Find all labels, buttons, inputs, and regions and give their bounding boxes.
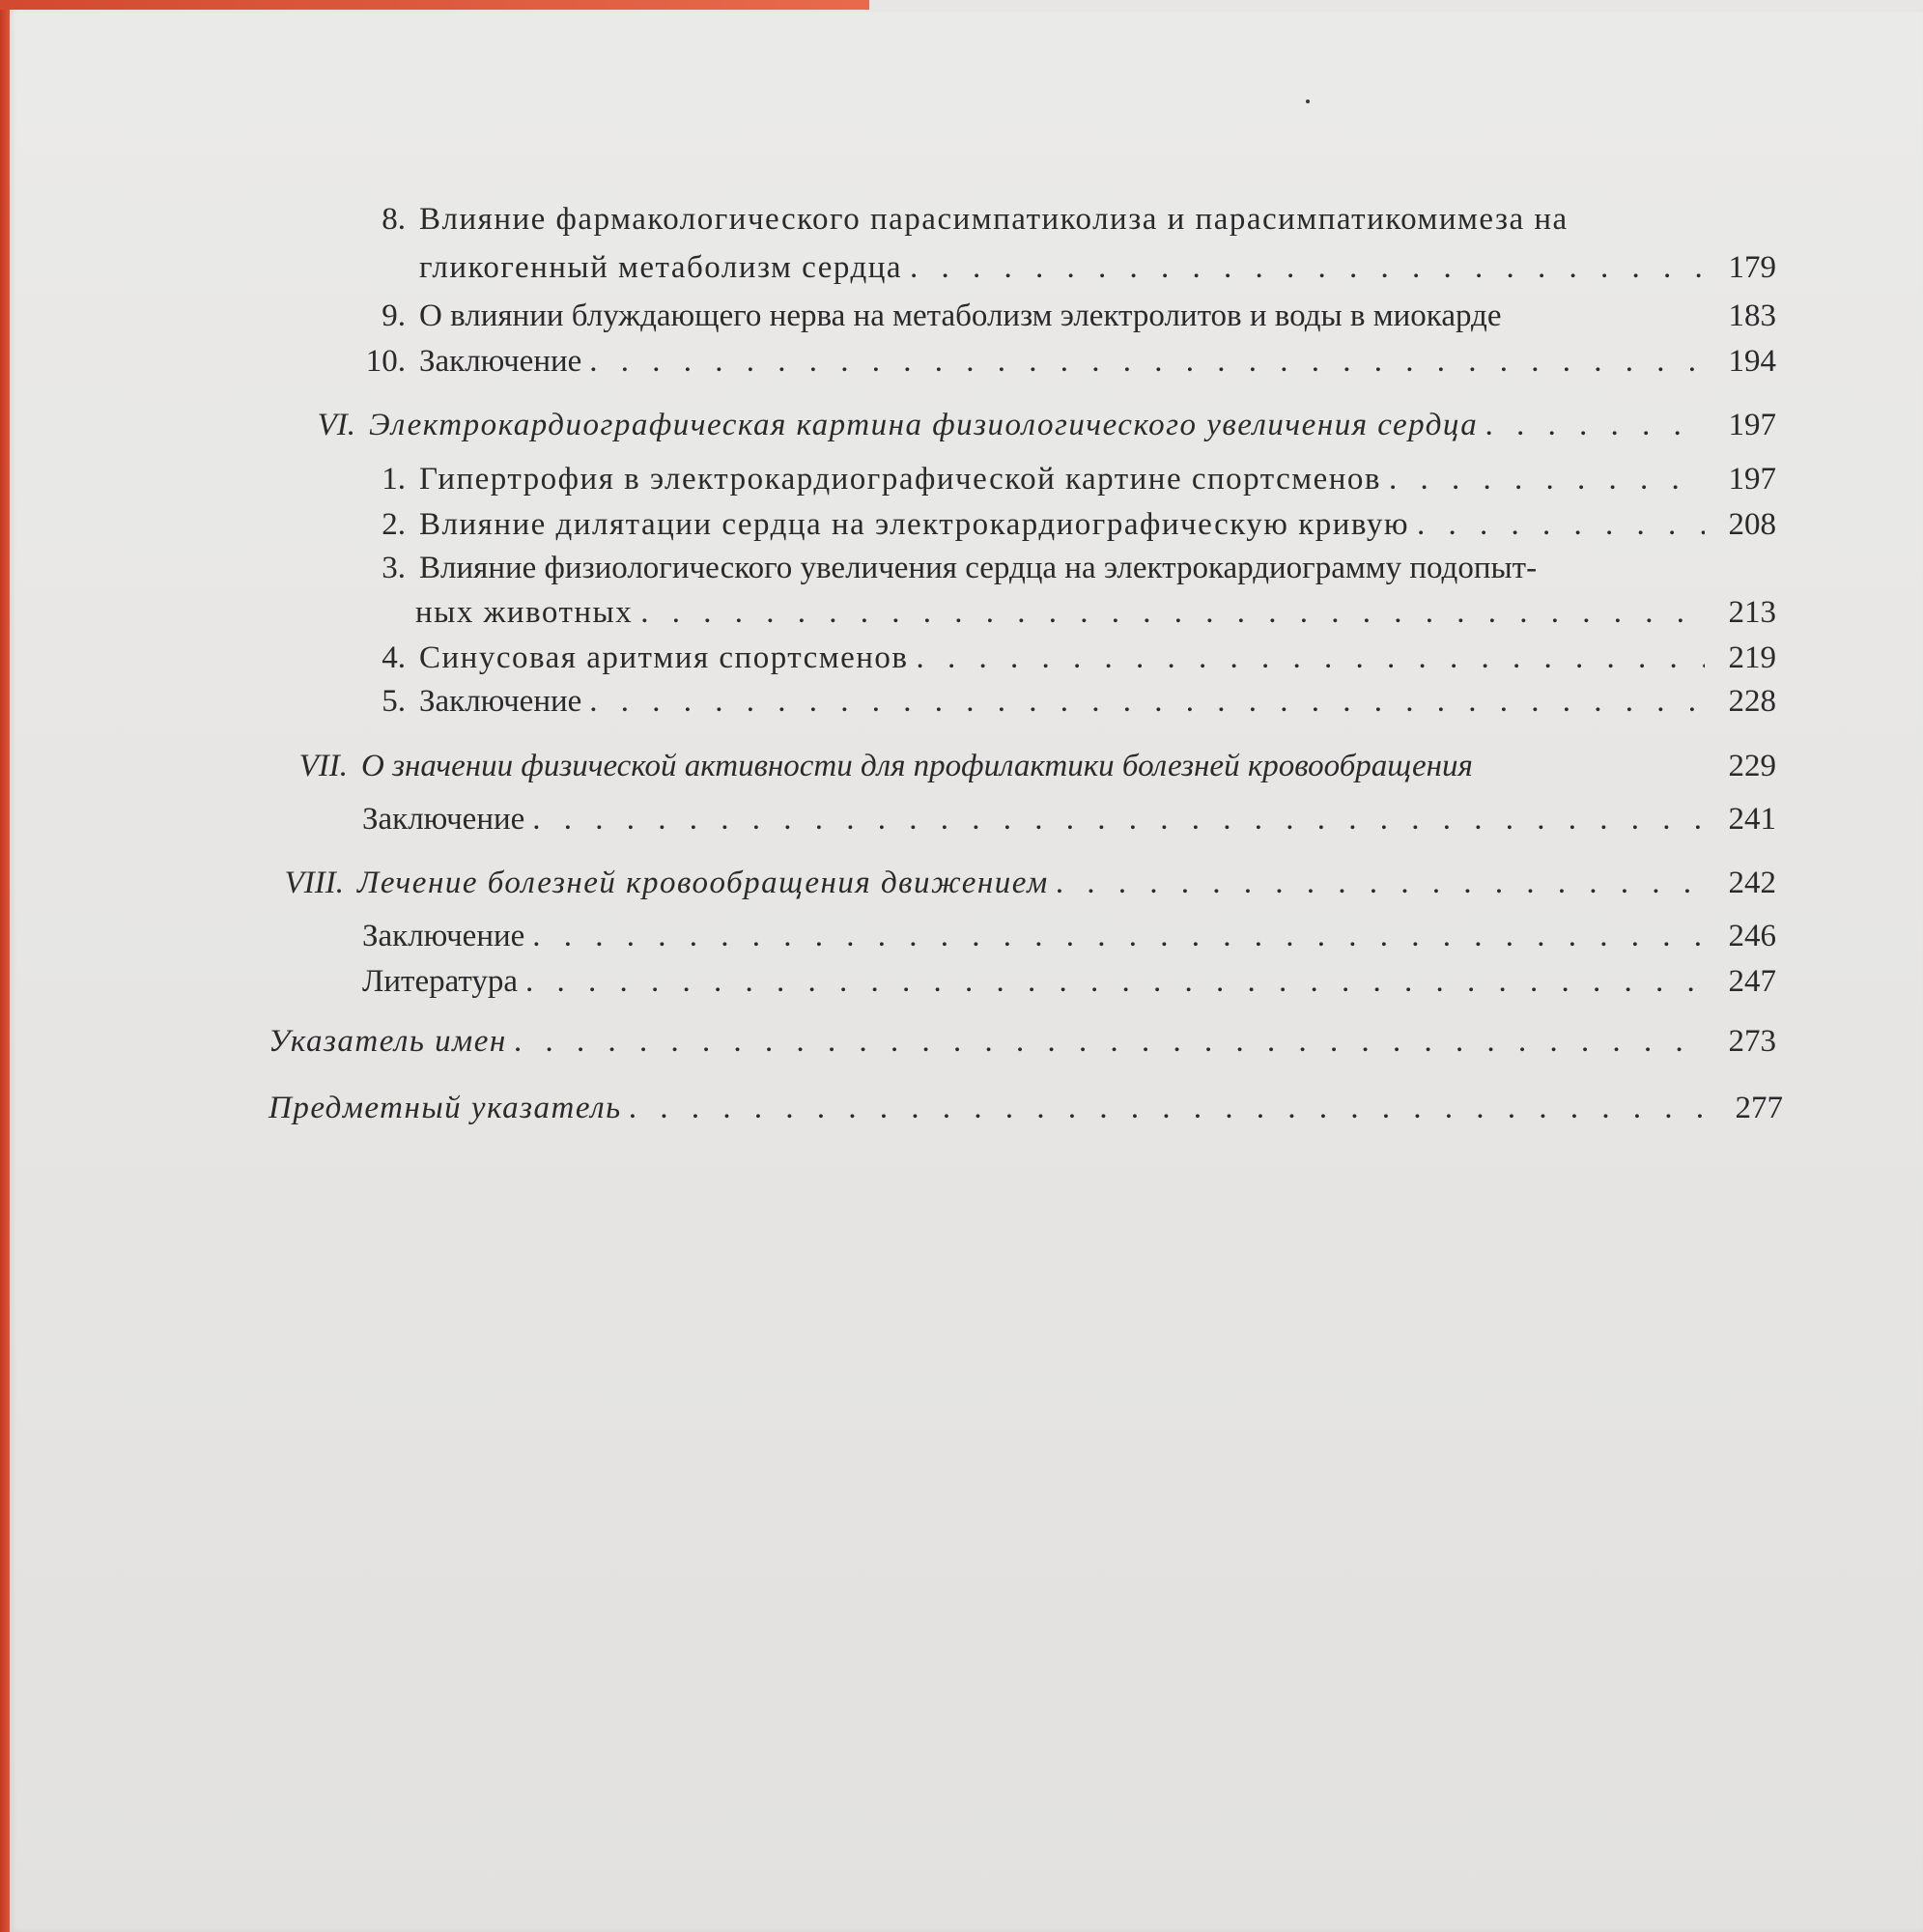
toc-dot-leader bbox=[1057, 862, 1705, 904]
toc-dot-leader bbox=[532, 798, 1705, 840]
toc-chapter-8-text: Лечение болезней кровообращения движением bbox=[357, 866, 1049, 900]
toc-chapter-8-page: 242 bbox=[1728, 866, 1776, 900]
toc-dot-leader bbox=[1389, 458, 1705, 500]
toc-item-8-text-line1: Влияние фармакологического парасимпатиколиза и парасимпатикомимеза на bbox=[419, 202, 1569, 237]
toc-chapter-6-text: Электрокардиографическая картина физиологического увеличения сердца bbox=[369, 408, 1479, 442]
toc-chapter-6-item-4-number: 4. bbox=[382, 640, 406, 675]
toc-chapter-6-item-4 bbox=[365, 637, 1776, 679]
toc-chapter-6-item-3-line1 bbox=[365, 547, 1712, 589]
toc-dot-leader bbox=[1485, 404, 1705, 446]
toc-literature bbox=[362, 960, 1776, 1003]
toc-chapter-8-number: VIII. bbox=[284, 866, 344, 900]
toc-chapter-8 bbox=[274, 862, 1776, 904]
toc-item-9 bbox=[365, 295, 1776, 337]
toc-literature-page: 247 bbox=[1728, 964, 1776, 999]
toc-literature-text: Литература bbox=[362, 964, 519, 999]
toc-chapter-8-conclusion-page: 246 bbox=[1728, 919, 1776, 953]
toc-chapter-7-conclusion bbox=[362, 798, 1776, 840]
toc-chapter-6-item-4-text: Синусовая аритмия спортсменов bbox=[419, 640, 909, 675]
toc-chapter-6-item-2 bbox=[365, 503, 1776, 546]
toc-chapter-7-page: 229 bbox=[1728, 749, 1776, 783]
toc-dot-leader bbox=[630, 1087, 1711, 1129]
toc-names-index-text: Указатель имен bbox=[269, 1024, 507, 1059]
toc-item-9-page: 183 bbox=[1728, 298, 1776, 333]
toc-item-10-number: 10. bbox=[365, 344, 406, 379]
toc-dot-leader bbox=[515, 1020, 1705, 1063]
toc-chapter-6-item-5 bbox=[365, 680, 1776, 723]
toc-chapter-6-item-1-page: 197 bbox=[1728, 462, 1776, 497]
toc-item-10 bbox=[352, 340, 1776, 383]
toc-chapter-6-item-5-text: Заключение bbox=[419, 684, 582, 719]
toc-chapter-6-item-2-number: 2. bbox=[382, 507, 406, 542]
toc-item-8-number: 8. bbox=[382, 202, 406, 237]
book-cover-edge-top bbox=[0, 0, 869, 10]
toc-item-8-page: 179 bbox=[1728, 250, 1776, 285]
toc-chapter-6-item-2-page: 208 bbox=[1728, 507, 1776, 542]
toc-dot-leader bbox=[910, 246, 1705, 289]
toc-chapter-6-item-1 bbox=[365, 458, 1776, 500]
toc-chapter-7 bbox=[290, 745, 1776, 787]
toc-dot-leader bbox=[589, 680, 1705, 723]
toc-item-8-text-line2: гликогенный метаболизм сердца bbox=[419, 250, 903, 285]
toc-names-index-page: 273 bbox=[1728, 1024, 1776, 1059]
toc-chapter-6-page: 197 bbox=[1728, 408, 1776, 442]
toc-dot-leader bbox=[589, 340, 1705, 383]
book-cover-edge-left bbox=[0, 0, 10, 1932]
paper-speck bbox=[1306, 99, 1310, 103]
toc-item-8-line1 bbox=[365, 198, 1712, 241]
toc-dot-leader bbox=[917, 637, 1705, 679]
toc-chapter-6-item-3-text-line2: ных животных bbox=[415, 595, 634, 630]
toc-dot-leader bbox=[1417, 503, 1705, 546]
toc-chapter-7-text: О значении физической активности для профилактики болезней кровообращения bbox=[361, 749, 1473, 783]
toc-chapter-6-item-4-page: 219 bbox=[1728, 640, 1776, 675]
toc-item-9-text: О влиянии блуждающего нерва на метаболизм электролитов и воды в миокарде bbox=[419, 298, 1502, 333]
toc-item-10-text: Заключение bbox=[419, 344, 582, 379]
toc-subject-index bbox=[269, 1087, 1783, 1129]
toc-chapter-6-item-3-number: 3. bbox=[382, 551, 406, 585]
toc-item-8-line2 bbox=[419, 246, 1776, 289]
toc-subject-index-text: Предметный указатель bbox=[269, 1091, 622, 1125]
toc-item-9-number: 9. bbox=[382, 298, 406, 333]
toc-chapter-7-number: VII. bbox=[298, 749, 348, 783]
toc-subject-index-page: 277 bbox=[1735, 1091, 1783, 1125]
toc-chapter-6-item-3-page: 213 bbox=[1728, 595, 1776, 630]
toc-chapter-6-item-5-page: 228 bbox=[1728, 684, 1776, 719]
toc-item-10-page: 194 bbox=[1728, 344, 1776, 379]
toc-chapter-6-item-3-line2 bbox=[415, 591, 1776, 634]
toc-chapter-6-item-5-number: 5. bbox=[382, 684, 406, 719]
toc-names-index bbox=[269, 1020, 1776, 1063]
toc-chapter-6-number: VI. bbox=[317, 408, 355, 442]
toc-chapter-6-item-3-text-line1: Влияние физиологического увеличения сердца на электрокардиограмму подопыт- bbox=[419, 551, 1538, 585]
toc-chapter-8-conclusion bbox=[362, 915, 1776, 957]
toc-chapter-6-item-1-text: Гипертрофия в электрокардиографической картине спортсменов bbox=[419, 462, 1381, 497]
toc-dot-leader bbox=[532, 915, 1705, 957]
toc-dot-leader bbox=[525, 960, 1705, 1003]
toc-chapter-6-item-2-text: Влияние дилятации сердца на электрокардиографическую кривую bbox=[419, 507, 1410, 542]
toc-dot-leader bbox=[640, 591, 1705, 634]
toc-chapter-7-conclusion-page: 241 bbox=[1728, 802, 1776, 837]
toc-chapter-8-conclusion-text: Заключение bbox=[362, 919, 525, 953]
toc-chapter-7-conclusion-text: Заключение bbox=[362, 802, 525, 837]
toc-chapter-6-item-1-number: 1. bbox=[382, 462, 406, 497]
toc-chapter-6 bbox=[311, 404, 1776, 446]
